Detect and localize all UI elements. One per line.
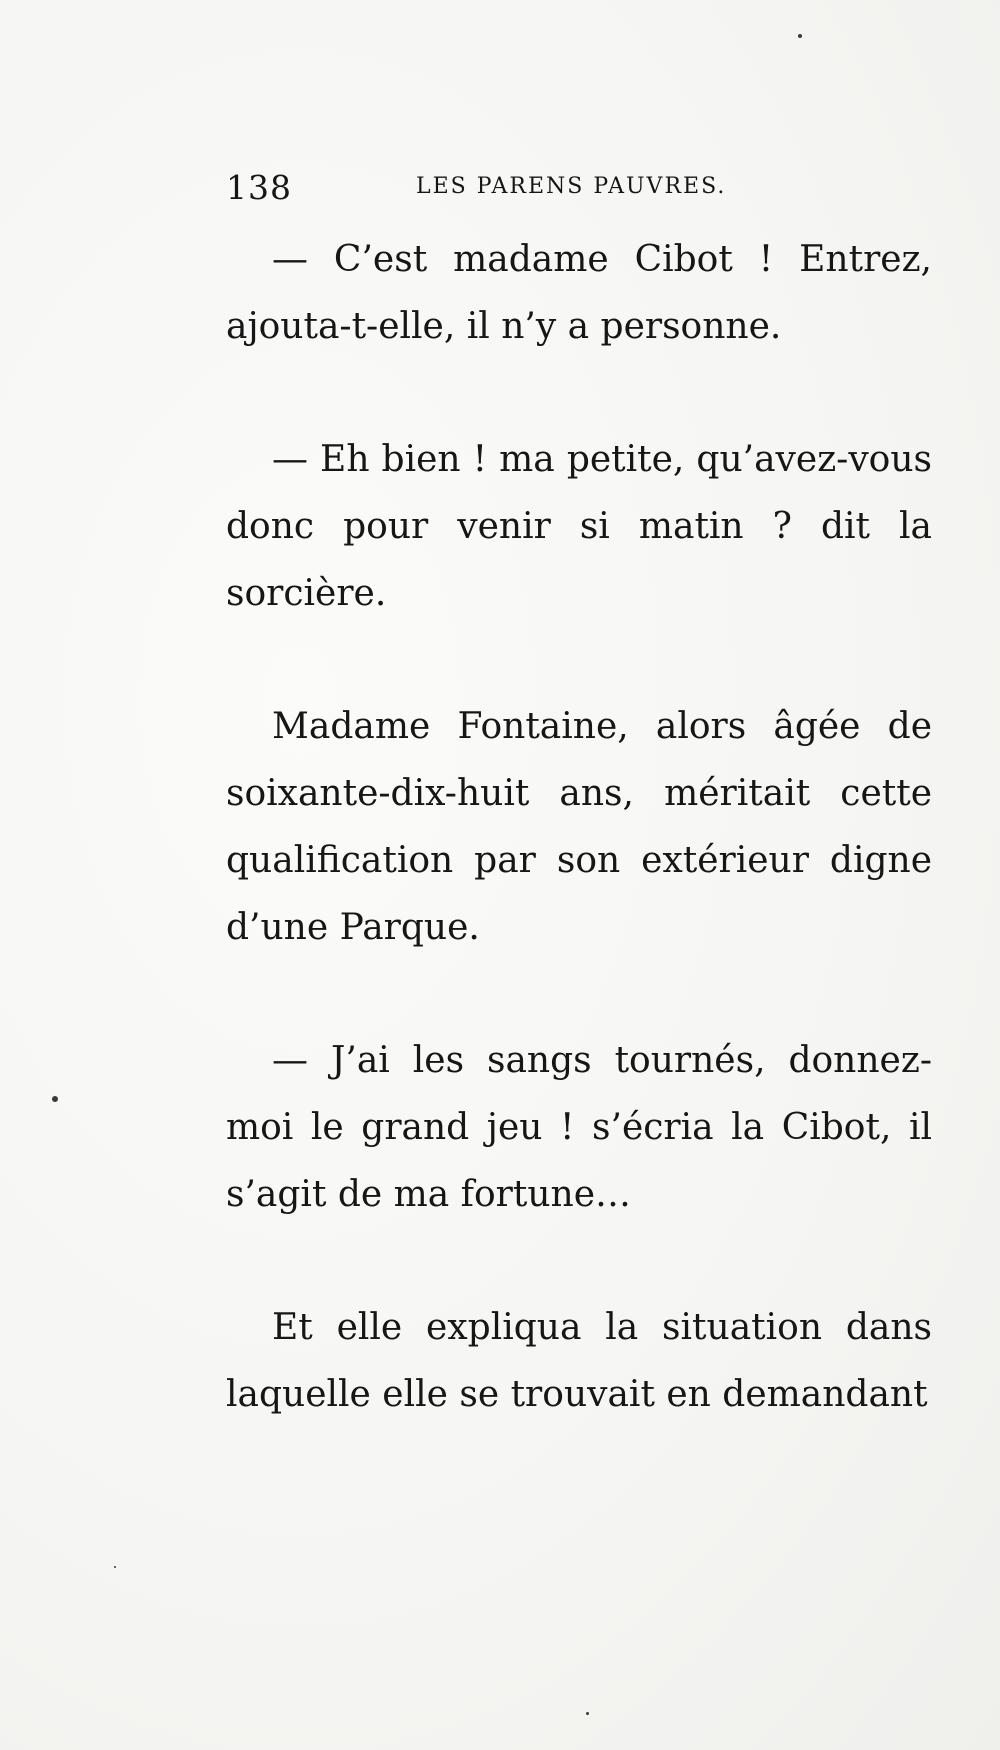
paragraph-3: Madame Fontaine, alors âgée de soixante-dix-huit ans, méritait cette qualification par son extérieur digne d’une Parque.	[226, 706, 932, 948]
speck	[798, 34, 802, 38]
paragraph-5: Et elle expliqua la situation dans laquelle elle se trouvait en demandant	[226, 1307, 932, 1415]
body-text	[226, 226, 932, 1428]
speck	[114, 1566, 116, 1568]
paragraph-1: — C’est madame Cibot ! Entrez, ajouta-t-elle, il n’y a personne.	[226, 239, 932, 347]
paragraph-2: — Eh bien ! ma petite, qu’avez-vous donc pour venir si matin ? dit la sorcière.	[226, 439, 932, 614]
paragraph-4: — J’ai les sangs tournés, donnez-moi le grand jeu ! s’écria la Cibot, il s’agit de ma fortune…	[226, 1040, 932, 1215]
speck	[586, 1712, 589, 1715]
page-number: 138	[226, 168, 292, 207]
running-title: LES PARENS PAUVRES.	[416, 174, 727, 199]
page-header	[226, 168, 926, 208]
speck	[52, 1096, 58, 1102]
